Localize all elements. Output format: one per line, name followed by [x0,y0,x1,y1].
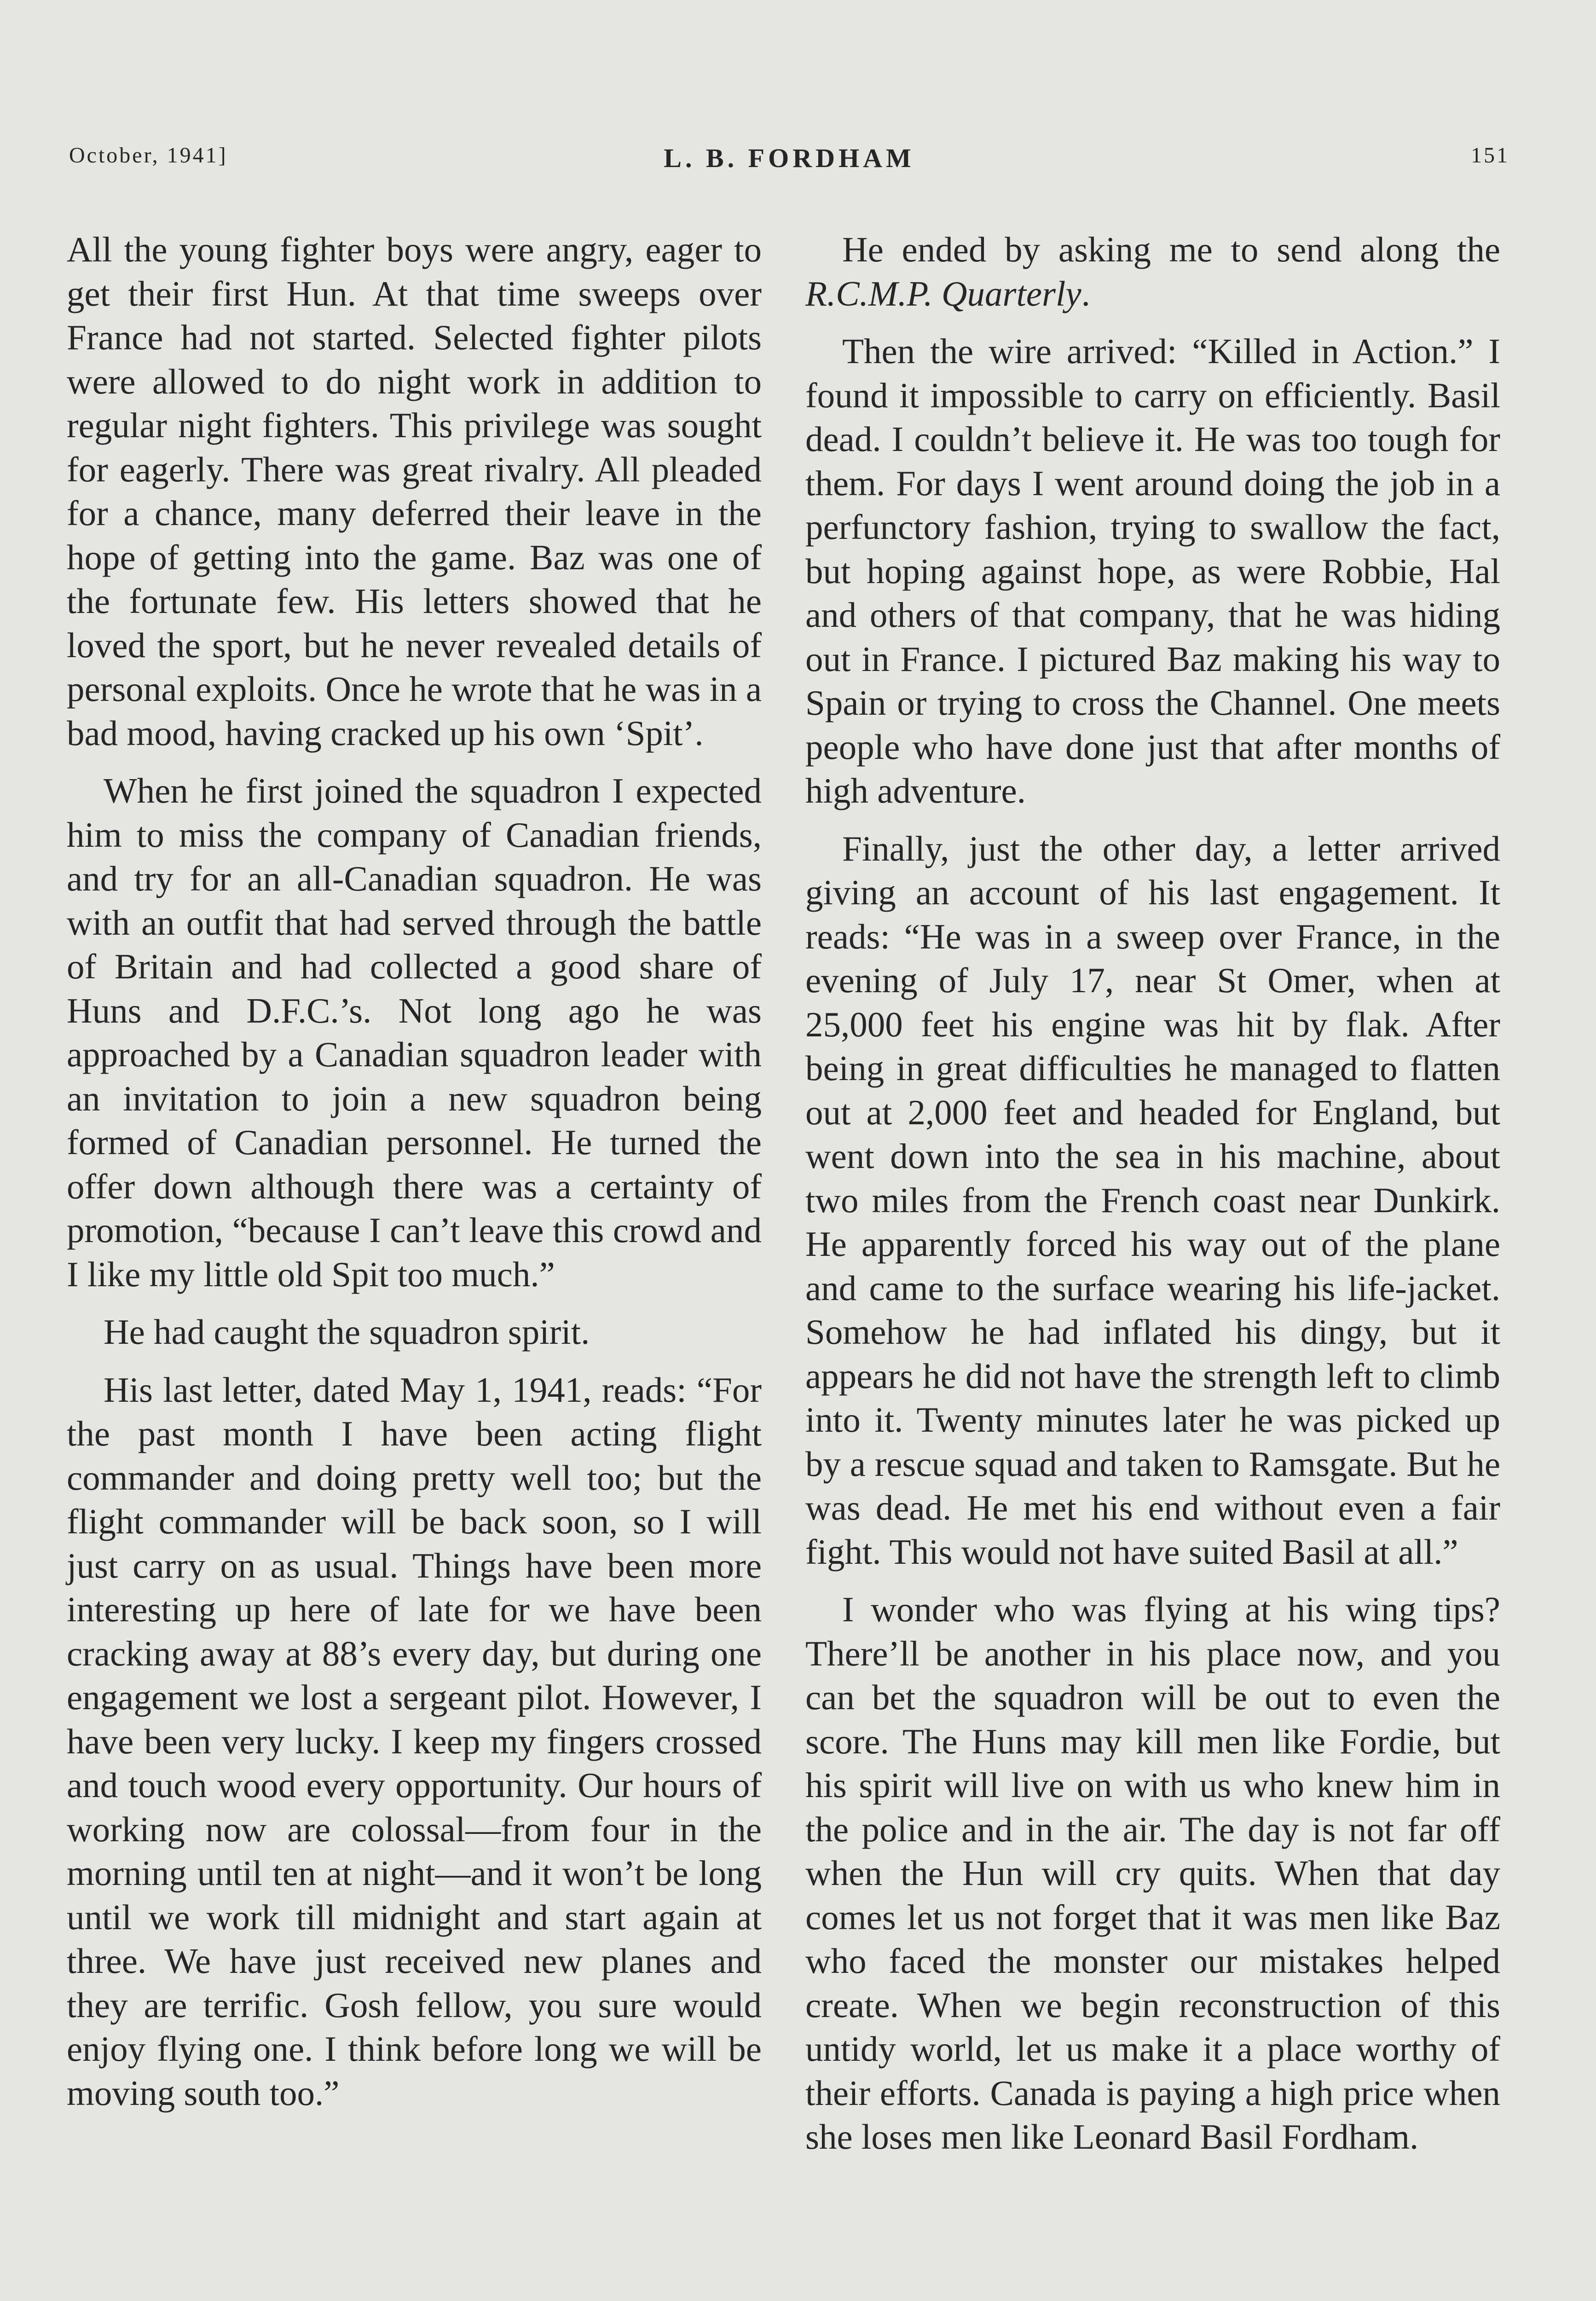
paragraph-text: . [1081,273,1090,313]
right-column [805,228,1500,2173]
paragraph: When he first joined the squadron I expected him to miss the company of Canadian friends, and try for an all-Canadian squadron. He was with an outfit that had served through the battle of Britain and had collected a good share of Huns and D.F.C.’s. Not long ago he was approached by a Canadian squadron leader with an invitation to join a new squadron being formed of Canadian personnel. He turned the offer down although there was a certainty of promotion, “because I can’t leave this crowd and I like my little old Spit too much.” [67,771,762,1294]
page-number: 151 [1471,143,1509,168]
paragraph-text: He ended by asking me to send along the [842,230,1500,269]
left-column [67,228,762,2129]
paragraph: Then the wire arrived: “Killed in Action.” I found it impossible to carry on efficiently. Basil dead. I couldn’t believe it. He was too tough for them. For days I went around doing the job in a perfunctory fashion, trying to swallow the fact, but hoping against hope, as were Robbie, Hal and others of that company, that he was hiding out in France. I pictured Baz making his way to Spain or trying to cross the Channel. One meets people who have done just that after months of high adventure. [805,331,1500,810]
paragraph: I wonder who was flying at his wing tips? There’ll be another in his place now, and you can bet the squadron will be out to even the score. The Huns may kill men like Fordie, but his spirit will live on with us who knew him in the police and in the air. The day is not far off when the Hun will cry quits. When that day comes let us not forget that it was men like Baz who faced the monster our mistakes helped create. When we begin reconstruction of this untidy world, let us make it a place worthy of their efforts. Canada is paying a high price when she loses men like Leonard Basil Fordham. [805,1590,1500,2156]
publication-title: R.C.M.P. Quarterly [805,273,1081,313]
running-header [69,138,1509,179]
paragraph: His last letter, dated May 1, 1941, reads: “For the past month I have been acting flight commander and doing pretty well too; but the flight commander will be back soon, so I will just carry on as usual. Things have been more interesting up here of late for we have been cracking away at 88’s every day, but during one engagement we lost a sergeant pilot. However, I have been very lucky. I keep my fingers crossed and touch wood every opportunity. Our hours of working now are colossal—from four in the morning until ten at night—and it won’t be long until we work till midnight and start again at three. We have just received new planes and they are terrific. Gosh fellow, you sure would enjoy flying one. I think before long we will be moving south too.” [67,1370,762,2113]
running-title: L. B. FORDHAM [664,143,915,173]
paragraph: All the young fighter boys were angry, eager to get their first Hun. At that time sweeps over France had not started. Selected fighter pilots were allowed to do night work in addition to regular night fighters. This privilege was sought for eagerly. There was great rivalry. All pleaded for a chance, many deferred their leave in the hope of getting into the game. Baz was one of the fortunate few. His letters showed that he loved the sport, but he never revealed details of personal exploits. Once he wrote that he was in a bad mood, having cracked up his own ‘Spit’. [67,230,762,753]
paragraph: Finally, just the other day, a letter arrived giving an account of his last engagement. It reads: “He was in a sweep over France, in the evening of July 17, near St Omer, when at 25,000 feet his engine was hit by flak. After being in great difficulties he managed to flatten out at 2,000 feet and headed for England, but went down into the sea in his machine, about two miles from the French coast near Dunkirk. He apparently forced his way out of the plane and came to the surface wearing his life-jacket. Somehow he had inflated his dingy, but it appears he did not have the strength left to climb into it. Twenty minutes later he was picked up by a rescue squad and taken to Ramsgate. But he was dead. He met his end without even a fair fight. This would not have suited Basil at all.” [805,828,1500,1572]
issue-date: October, 1941] [69,143,228,168]
paragraph: He had caught the squadron spirit. [104,1312,590,1352]
paragraph [805,228,1500,316]
